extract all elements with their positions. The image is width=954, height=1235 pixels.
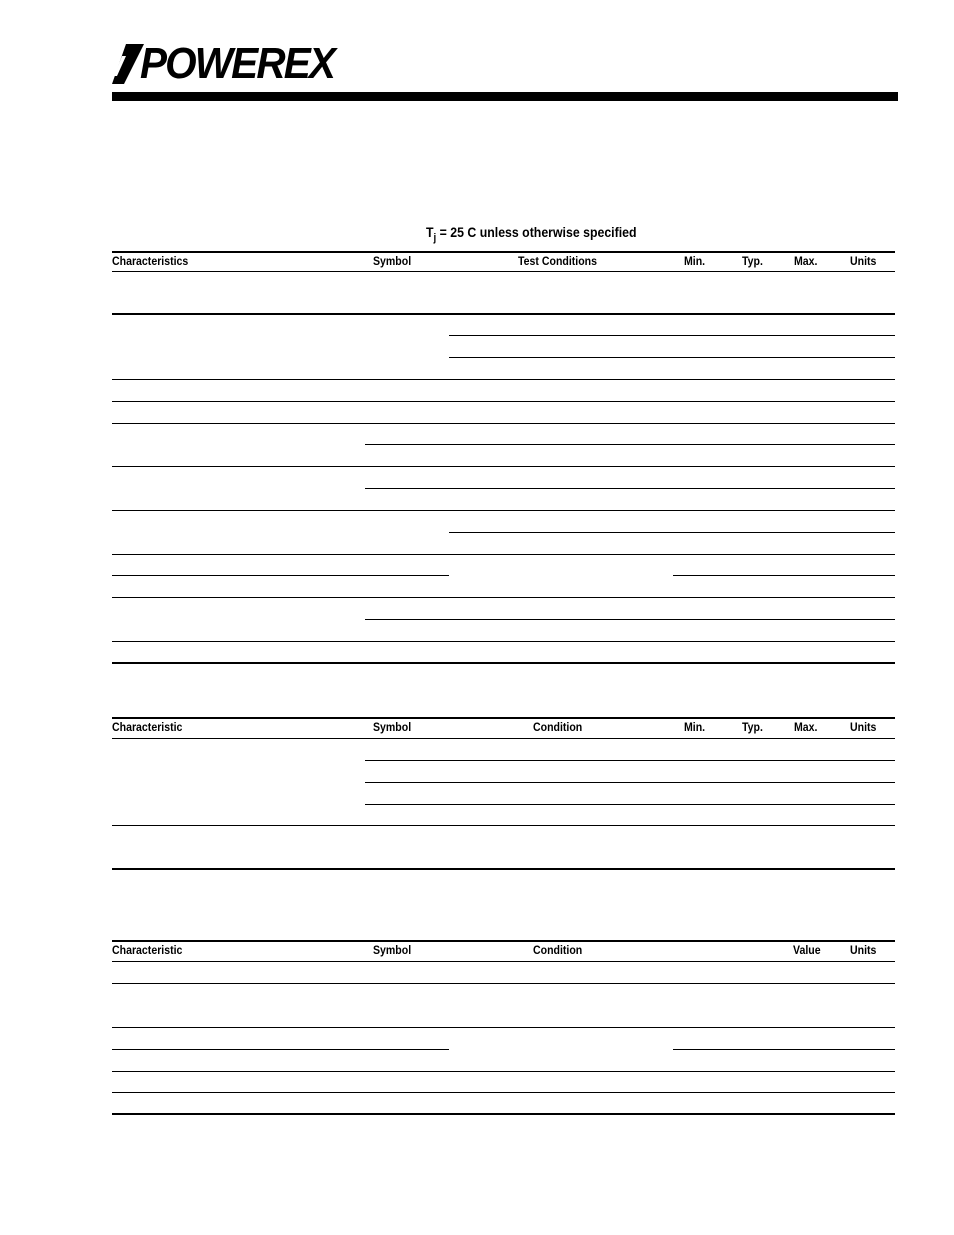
table2-header-units: Units xyxy=(850,720,877,734)
table1-row-rule xyxy=(449,532,895,533)
table2-row-rule xyxy=(112,825,895,826)
table2-header-min: Min. xyxy=(684,720,706,734)
table3-header-value: Value xyxy=(793,943,821,957)
table1-row-rule xyxy=(112,379,895,380)
table1-header-characteristics: Characteristics xyxy=(112,254,189,268)
table2-header-typ: Typ. xyxy=(742,720,763,734)
table3-top-rule xyxy=(112,940,895,942)
table1-row-rule xyxy=(112,597,895,598)
table3-row-rule xyxy=(673,1049,895,1050)
table2-header-rule xyxy=(112,738,895,739)
table2-header-symbol: Symbol xyxy=(373,720,412,734)
table1-row-rule xyxy=(365,444,895,445)
table2-row-rule xyxy=(365,782,895,783)
table1-top-rule xyxy=(112,251,895,253)
table3-row-rule xyxy=(112,1092,895,1093)
table2-row-rule xyxy=(365,760,895,761)
table1-header-typ: Typ. xyxy=(742,254,763,268)
table1-header-units: Units xyxy=(850,254,877,268)
table2-bottom-rule xyxy=(112,868,895,870)
header-rule xyxy=(112,92,898,101)
table1-header-max: Max. xyxy=(794,254,818,268)
table1-row-rule xyxy=(112,423,895,424)
table1-header-symbol: Symbol xyxy=(373,254,412,268)
table1-header-min: Min. xyxy=(684,254,706,268)
table2-top-rule xyxy=(112,717,895,719)
table3-header-symbol: Symbol xyxy=(373,943,412,957)
table2-header-characteristic: Characteristic xyxy=(112,720,183,734)
table1-header-test-conditions: Test Conditions xyxy=(518,254,598,268)
table3-header-rule xyxy=(112,961,895,962)
table1-row-rule xyxy=(112,401,895,402)
logo-text: POWEREX xyxy=(140,39,335,88)
table3-row-rule xyxy=(112,1049,449,1050)
table1-row-rule xyxy=(449,357,895,358)
table1-condition-note: $T_j = 25$ C unless otherwise specified xyxy=(426,224,637,244)
table3-row-rule xyxy=(112,1071,895,1072)
table3-row-rule xyxy=(112,1027,895,1028)
table1-row-rule xyxy=(112,641,895,642)
table1-row-rule xyxy=(112,313,895,315)
table3-row-rule xyxy=(112,983,895,984)
table1-bottom-rule xyxy=(112,662,895,664)
table1-row-rule xyxy=(449,335,895,336)
table1-row-rule xyxy=(112,466,895,467)
table1-row-rule xyxy=(112,554,895,555)
table3-header-condition: Condition xyxy=(533,943,583,957)
table1-row-rule xyxy=(673,575,895,576)
table2-header-condition: Condition xyxy=(533,720,583,734)
table2-header-max: Max. xyxy=(794,720,818,734)
table1-row-rule xyxy=(112,510,895,511)
table2-row-rule xyxy=(365,804,895,805)
table1-row-rule xyxy=(112,575,449,576)
table3-header-units: Units xyxy=(850,943,877,957)
powerex-logo xyxy=(112,40,348,88)
table1-row-rule xyxy=(365,488,895,489)
table3-header-characteristic: Characteristic xyxy=(112,943,183,957)
table1-row-rule xyxy=(365,619,895,620)
table1-header-rule xyxy=(112,271,895,272)
table3-bottom-rule xyxy=(112,1113,895,1115)
